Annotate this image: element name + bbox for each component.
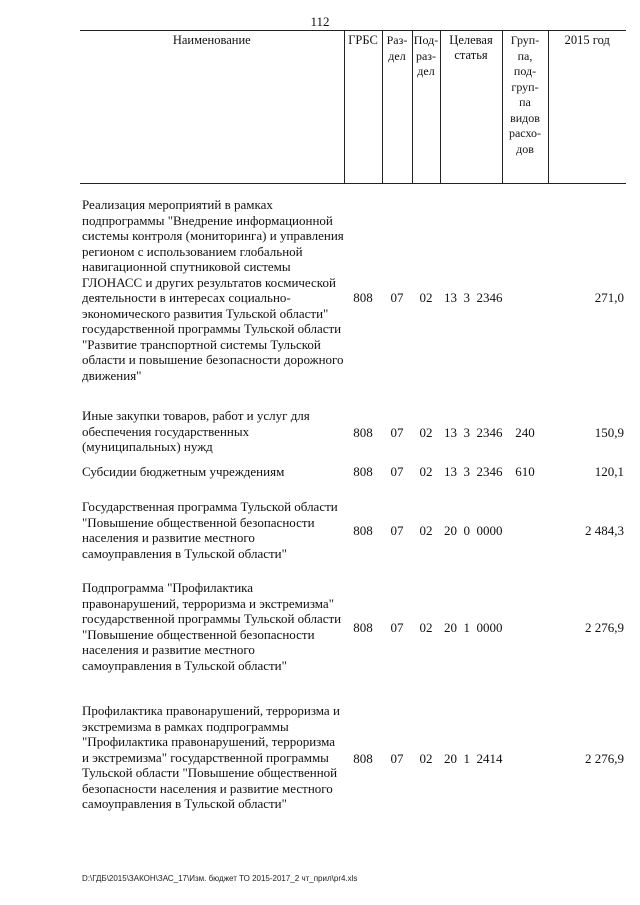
header-gruppa-line4: груп-: [511, 79, 539, 94]
header-celevaya: [440, 31, 502, 184]
row-amount: 2 276,9: [585, 620, 624, 635]
row-amount: 2 484,3: [585, 523, 624, 538]
row-podrazdel: 02: [419, 290, 433, 305]
header-podrazdel-line1: Под-: [413, 33, 439, 47]
row-celevaya: 13 3 2346: [444, 464, 503, 479]
row-razdel: 07: [390, 464, 404, 479]
row-podrazdel: 02: [419, 751, 433, 766]
page-number: 112: [310, 14, 330, 29]
row-grbs: 808: [353, 751, 373, 766]
header-gruppa-line7: расхо-: [508, 126, 542, 140]
header-celevaya-line2: статья: [454, 48, 488, 62]
header-name: Наименование: [80, 31, 344, 184]
header-gruppa-line6: видов: [510, 110, 540, 125]
header-celevaya-line1: Целевая: [449, 33, 493, 47]
header-gruppa-line5: па: [519, 95, 531, 109]
header-podrazdel-line2: раз-: [415, 48, 437, 63]
row-celevaya: 20 1 0000: [444, 620, 503, 635]
row-name: Реализация мероприятий в рамках подпрограммы "Внедрение информационной системы контроля (мониторинга) и управления регионом с использованием глобальной навигационной спутниковой системы ГЛОНАСС и других результатов космической деятельности в интересах социально-экономического развития Тульской области" государственной программы Тульской области "Развитие транспортной системы Тульской области и повышение безопасности дорожного движения": [82, 197, 344, 383]
header-gruppa: [502, 31, 548, 184]
header-podrazdel: [412, 31, 440, 184]
table-header: [80, 30, 626, 184]
row-podrazdel: 02: [419, 523, 433, 538]
header-razdel-line1: Раз-: [386, 33, 408, 47]
row-celevaya: 13 3 2346: [444, 425, 503, 440]
row-gruppa: 240: [515, 425, 535, 440]
header-gruppa-line3: под-: [513, 64, 537, 78]
row-name: Профилактика правонарушений, терроризма и экстремизма в рамках подпрограммы "Профилактика правонарушений, терроризма и экстремизма" государственной программы Тульской области "Повышение общественной безопасности населения и развитие местного самоуправления в Тульской области": [82, 703, 340, 811]
file-path-footer: D:\ГДБ\2015\ЗАКОН\ЗАС_17\Изм. бюджет ТО 2015-2017_2 чт_прил\pr4.xls: [82, 874, 358, 883]
row-razdel: 07: [390, 425, 404, 440]
row-celevaya: 13 3 2346: [444, 290, 503, 305]
header-grbs: ГРБС: [344, 31, 382, 184]
header-podrazdel-line3: дел: [417, 64, 435, 78]
row-razdel: 07: [390, 620, 404, 635]
row-name: Государственная программа Тульской области "Повышение общественной безопасности населения и развитие местного самоуправления в Тульской области": [82, 499, 338, 561]
row-podrazdel: 02: [419, 464, 433, 479]
row-podrazdel: 02: [419, 425, 433, 440]
header-gruppa-line1: Груп-: [510, 33, 540, 47]
row-amount: 271,0: [594, 290, 624, 305]
row-celevaya: 20 0 0000: [444, 523, 503, 538]
row-amount: 120,1: [594, 464, 624, 479]
row-name: Иные закупки товаров, работ и услуг для обеспечения государственных (муниципальных) нужд: [82, 408, 310, 454]
header-gruppa-line8: дов: [516, 141, 534, 156]
row-razdel: 07: [390, 523, 404, 538]
header-razdel: [382, 31, 412, 184]
row-name: Субсидии бюджетным учреждениям: [82, 464, 285, 479]
row-grbs: 808: [353, 523, 373, 538]
row-grbs: 808: [353, 464, 373, 479]
row-gruppa: 610: [515, 464, 535, 479]
header-gruppa-line2: па,: [517, 48, 533, 63]
header-year: 2015 год: [548, 31, 626, 184]
row-celevaya: 20 1 2414: [444, 751, 503, 766]
row-amount: 150,9: [594, 425, 624, 440]
row-razdel: 07: [390, 290, 404, 305]
header-razdel-line2: дел: [388, 48, 406, 63]
row-name: Подпрограмма "Профилактика правонарушений, терроризма и экстремизма" государственной программы Тульской области "Повышение общественной безопасности населения и развитие местного самоуправления в Тульской области": [82, 580, 342, 673]
row-grbs: 808: [353, 290, 373, 305]
row-razdel: 07: [390, 751, 404, 766]
row-grbs: 808: [353, 620, 373, 635]
row-podrazdel: 02: [419, 620, 433, 635]
row-grbs: 808: [353, 425, 373, 440]
row-amount: 2 276,9: [585, 751, 624, 766]
